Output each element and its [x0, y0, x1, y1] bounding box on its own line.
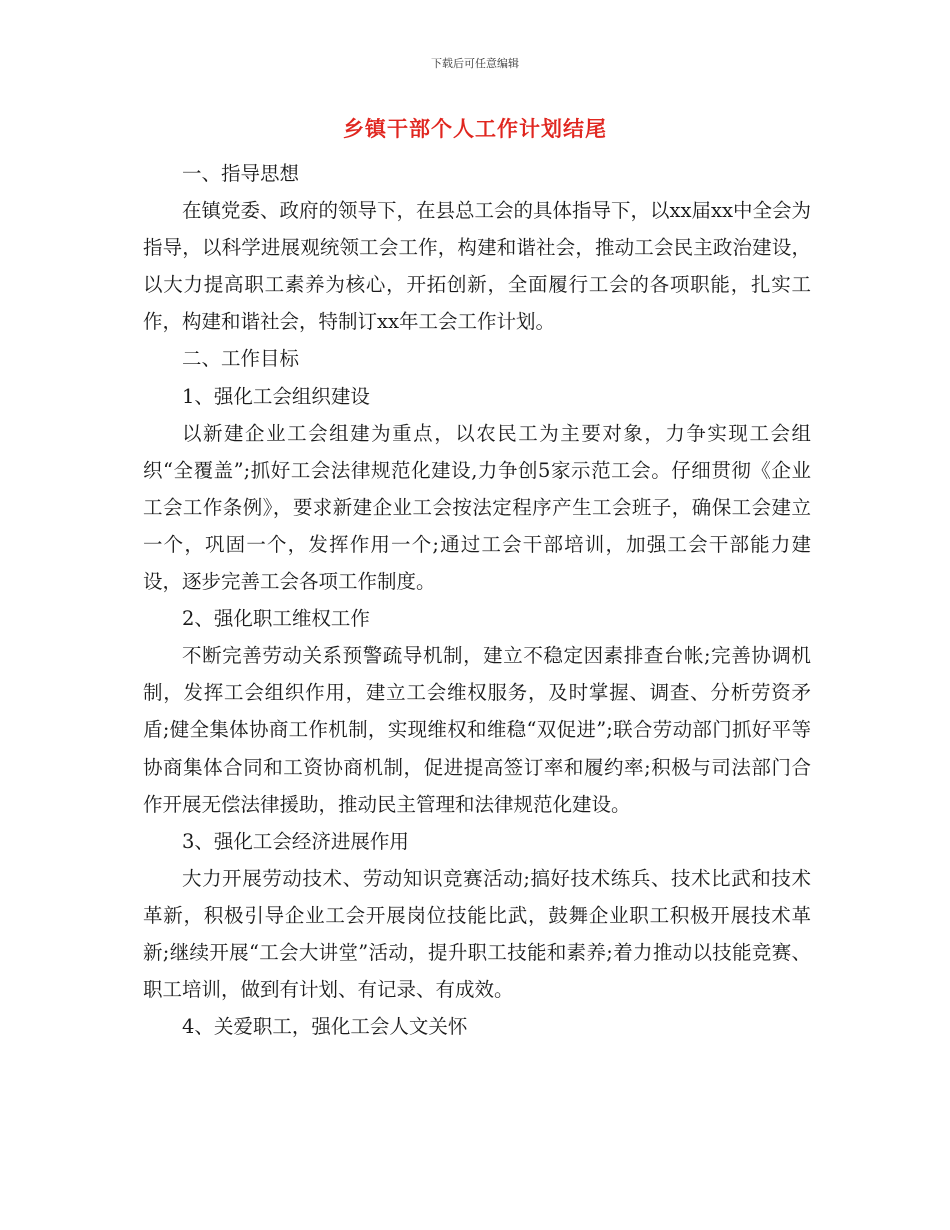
paragraph-guiding-ideology: 在镇党委、政府的领导下，在县总工会的具体指导下，以xx届xx中全会为指导，以科学进展观统领工会工作，构建和谐社会，推动工会民主政治建设，以大力提高职工素养为核心，开拓创新，全面履行工会的各项职能，扎实工作，构建和谐社会，特制订xx年工会工作计划。: [143, 199, 811, 334]
subheading-care: 4、关爱职工，强化工会人文关怀: [182, 1015, 468, 1039]
subheading-rights: 2、强化职工维权工作: [182, 607, 370, 631]
document-title: 乡镇干部个人工作计划结尾: [343, 117, 607, 141]
subheading-economy: 3、强化工会经济进展作用: [182, 829, 409, 853]
header-note: 下载后可任意编辑: [431, 57, 519, 70]
paragraph-economy: 大力开展劳动技术、劳动知识竞赛活动;搞好技术练兵、技术比武和技术革新，积极引导企业工会开展岗位技能比武，鼓舞企业职工积极开展技术革新;继续开展“工会大讲堂”活动，提升职工技能和素养;着力推动以技能竞赛、职工培训，做到有计划、有记录、有成效。: [143, 866, 811, 1002]
section-heading-work-goals: 二、工作目标: [182, 347, 300, 371]
subheading-organization: 1、强化工会组织建设: [182, 384, 370, 408]
paragraph-rights: 不断完善劳动关系预警疏导机制，建立不稳定因素排查台帐;完善协调机制，发挥工会组织作用，建立工会维权服务，及时掌握、调查、分析劳资矛盾;健全集体协商工作机制，实现维权和维稳“双促进”;联合劳动部门抓好平等协商集体合同和工资协商机制，促进提高签订率和履约率;积极与司法部门合作开展无偿法律援助，推动民主管理和法律规范化建设。: [143, 644, 811, 816]
section-heading-guiding-ideology: 一、指导思想: [182, 162, 300, 185]
document-body: [143, 155, 811, 1045]
paragraph-organization: 以新建企业工会组建为重点，以农民工为主要对象，力争实现工会组织“全覆盖”;抓好工会法律规范化建设,力争创5家示范工会。仔细贯彻《企业工会工作条例》，要求新建企业工会按法定程序产生工会班子，确保工会建立一个，巩固一个，发挥作用一个;通过工会干部培训，加强工会干部能力建设，逐步完善工会各项工作制度。: [143, 421, 811, 594]
